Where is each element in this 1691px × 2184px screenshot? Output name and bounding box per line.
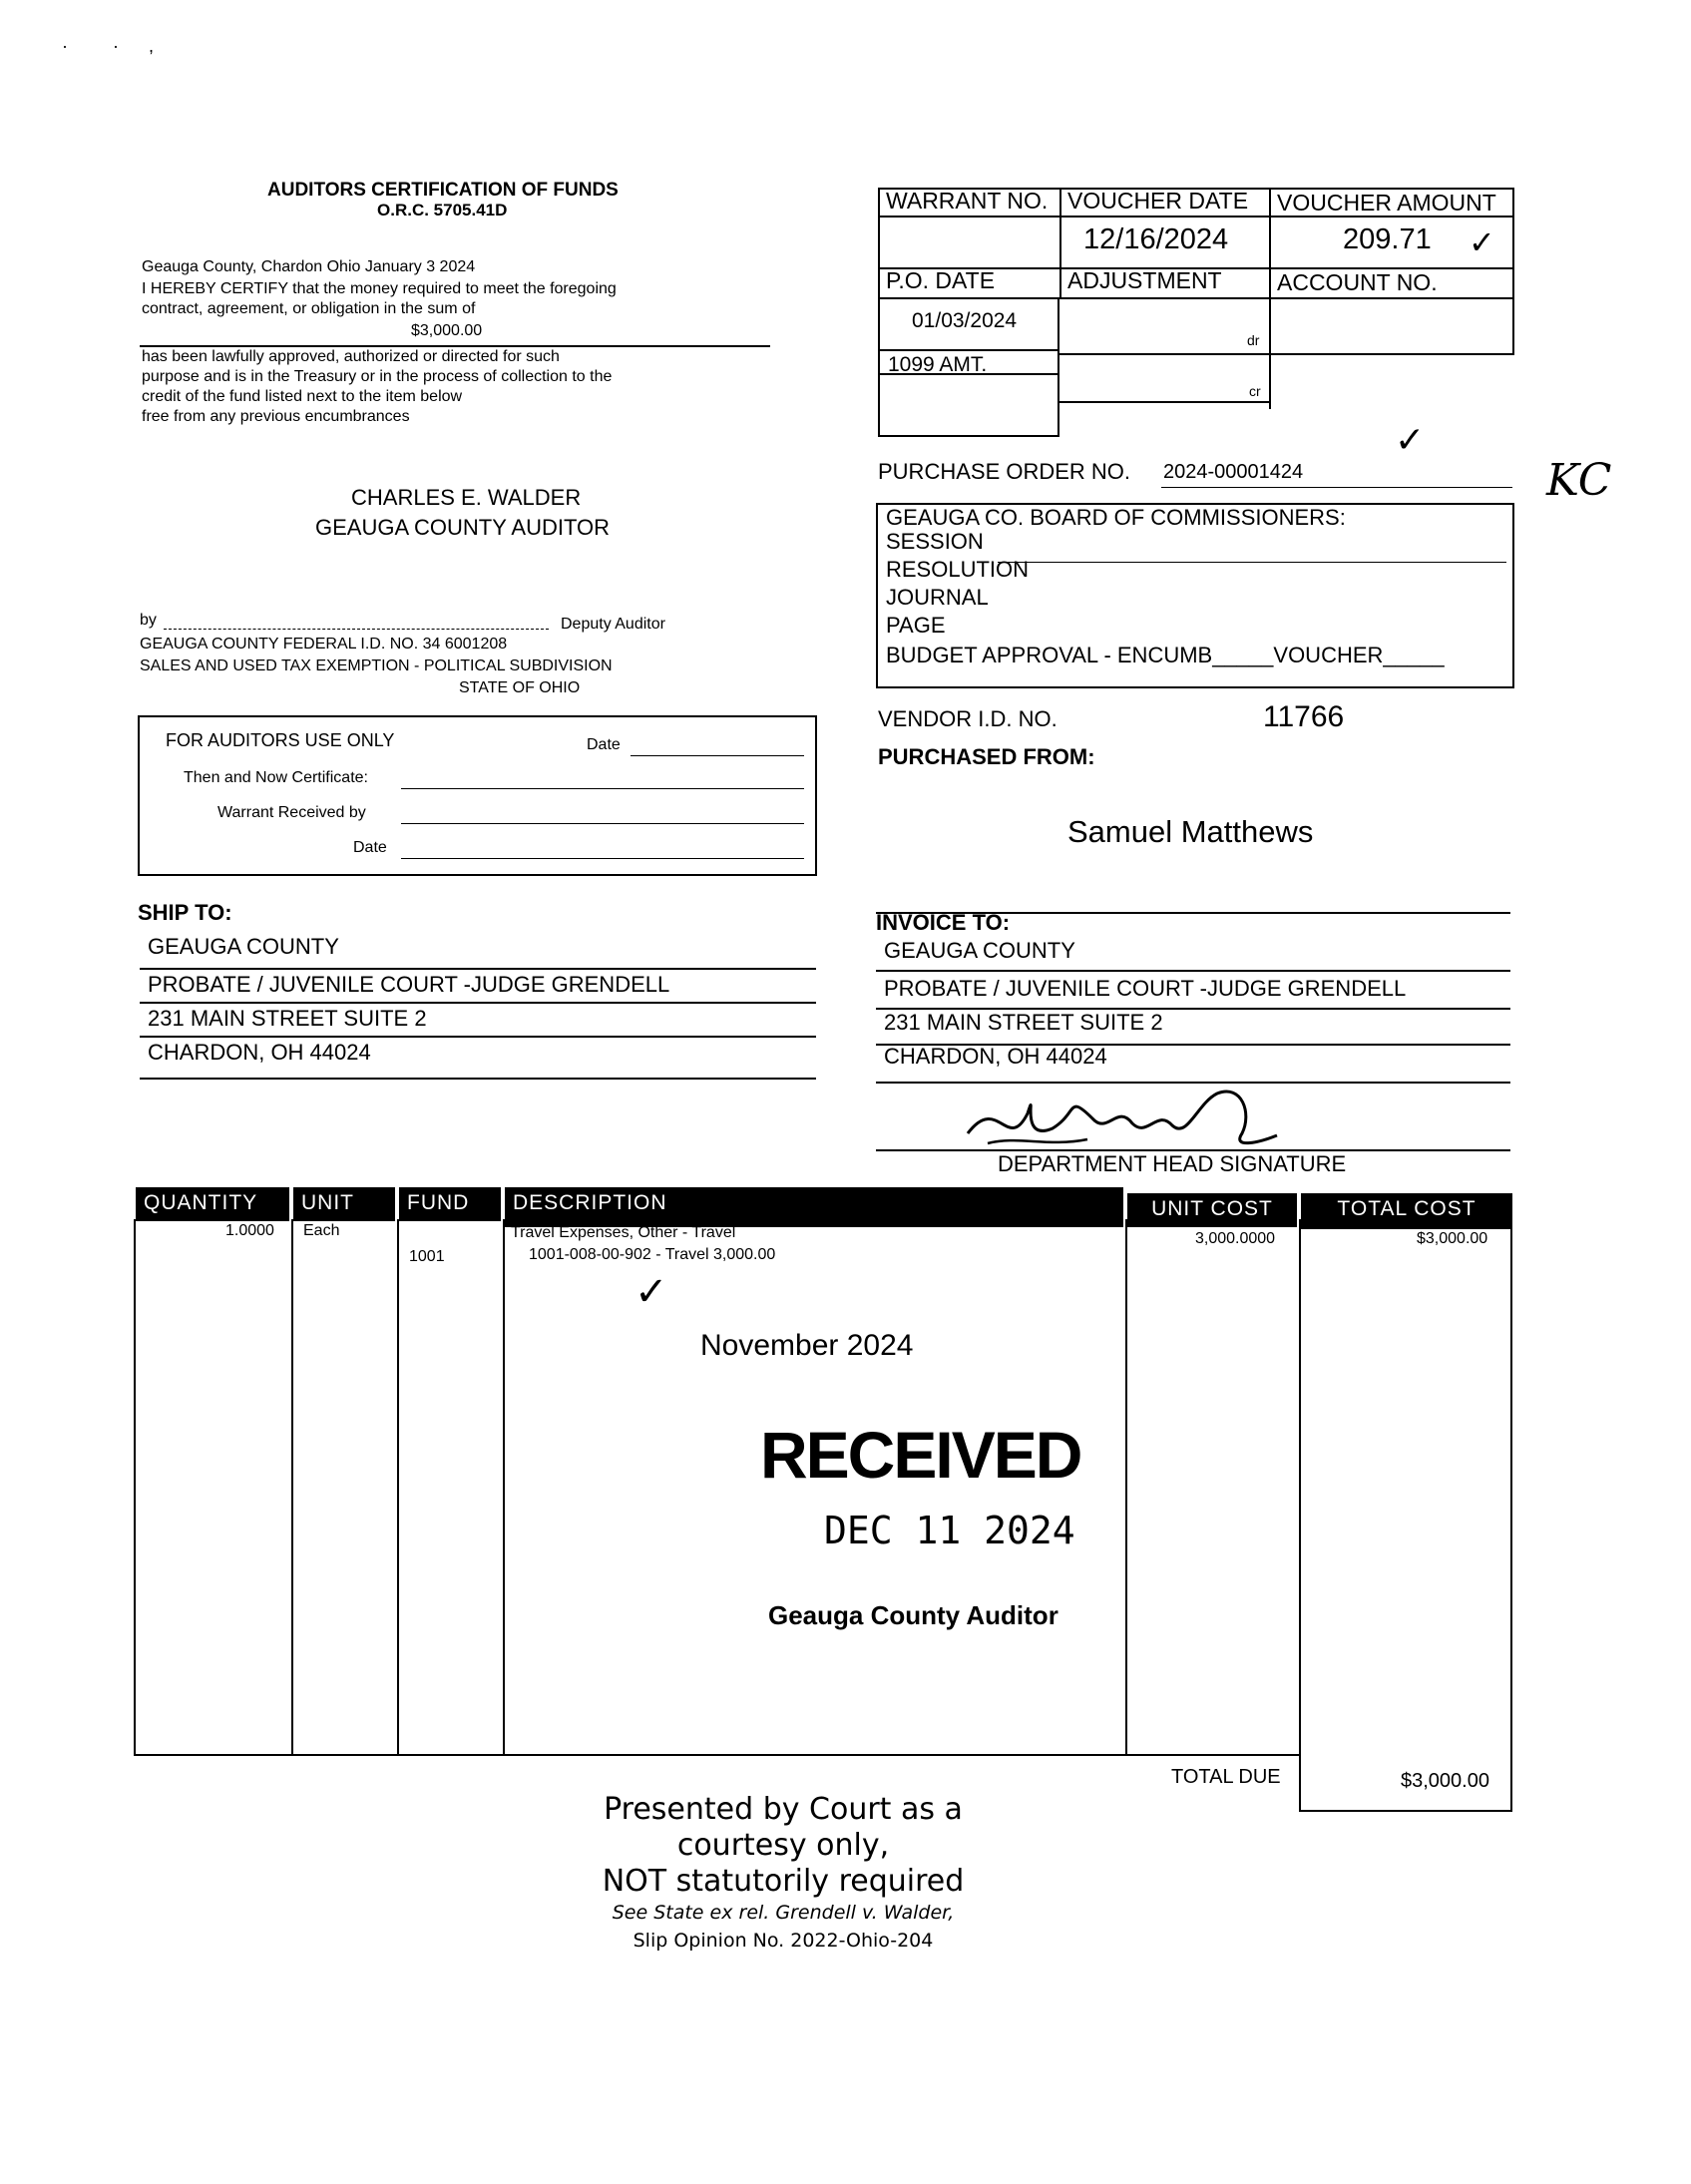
cert-title: AUDITORS CERTIFICATION OF FUNDS bbox=[267, 180, 619, 201]
ship-divider-1 bbox=[140, 968, 816, 970]
court-note-2: courtesy only, bbox=[676, 1828, 890, 1863]
ship-divider-2 bbox=[140, 1002, 816, 1004]
th-unit-cost: UNIT COST bbox=[1127, 1193, 1297, 1227]
po-number[interactable]: 2024-00001424 bbox=[1163, 461, 1304, 483]
cert-amount: $3,000.00 bbox=[411, 322, 483, 339]
court-note-1: Presented by Court as a bbox=[604, 1792, 963, 1827]
cert-body3: credit of the fund listed next to the item below bbox=[142, 388, 463, 405]
po-label: PURCHASE ORDER NO. bbox=[878, 459, 1131, 484]
po-date-label: P.O. DATE bbox=[886, 267, 996, 293]
po-check: ✓ bbox=[1395, 419, 1426, 460]
row-desc-1: Travel Expenses, Other - Travel bbox=[511, 1224, 736, 1241]
po-initials: KC bbox=[1546, 455, 1612, 506]
stamp-org: Geauga County Auditor bbox=[768, 1600, 1058, 1630]
scan-marks: · · , bbox=[62, 36, 155, 56]
cert-orc: O.R.C. 5705.41D bbox=[377, 201, 508, 219]
then-now-line[interactable] bbox=[401, 788, 804, 789]
invoice-to-line-3: 231 MAIN STREET SUITE 2 bbox=[884, 1010, 1163, 1035]
board-journal: JOURNAL bbox=[886, 585, 989, 610]
auditor-title: GEAUGA COUNTY AUDITOR bbox=[315, 515, 611, 540]
auditor-name: CHARLES E. WALDER bbox=[351, 485, 582, 510]
ship-to-label: SHIP TO: bbox=[138, 900, 232, 925]
cert-location-line: Geauga County, Chardon Ohio January 3 2024 bbox=[142, 258, 476, 275]
ship-to-line-3: 231 MAIN STREET SUITE 2 bbox=[148, 1006, 427, 1031]
board-resolution: RESOLUTION bbox=[886, 557, 1030, 582]
purchased-from-label: PURCHASED FROM: bbox=[878, 744, 1095, 769]
total-due-value: $3,000.00 bbox=[1401, 1770, 1489, 1792]
state-ohio: STATE OF OHIO bbox=[459, 679, 581, 696]
invoice-to-label: INVOICE TO: bbox=[876, 910, 1011, 935]
ship-divider-4 bbox=[140, 1078, 816, 1080]
board-title: GEAUGA CO. BOARD OF COMMISSIONERS: bbox=[886, 505, 1346, 530]
row-quantity: 1.0000 bbox=[225, 1222, 274, 1239]
board-page: PAGE bbox=[886, 613, 946, 638]
th-quantity: QUANTITY bbox=[136, 1187, 289, 1221]
cert-body4: free from any previous encumbrances bbox=[142, 408, 410, 425]
th-total-cost: TOTAL COST bbox=[1301, 1193, 1512, 1229]
stamp-date: DEC 11 2024 bbox=[824, 1509, 1075, 1552]
row-unit-cost: 3,000.0000 bbox=[1195, 1230, 1276, 1247]
court-note-5: Slip Opinion No. 2022-Ohio-204 bbox=[633, 1930, 934, 1952]
row-desc-2: 1001-008-00-902 - Travel 3,000.00 bbox=[529, 1246, 776, 1263]
voucher-amount-label: VOUCHER AMOUNT bbox=[1277, 190, 1496, 216]
voucher-amount-value[interactable]: 209.71 bbox=[1343, 223, 1432, 255]
adjustment-label: ADJUSTMENT bbox=[1067, 267, 1222, 293]
by-line bbox=[164, 629, 549, 630]
auditors-use-title: FOR AUDITORS USE ONLY bbox=[166, 730, 395, 750]
th-description: DESCRIPTION bbox=[505, 1187, 1123, 1227]
auditors-use-date-label: Date bbox=[587, 736, 621, 753]
federal-id: GEAUGA COUNTY FEDERAL I.D. NO. 34 6001208 bbox=[140, 636, 508, 653]
po-date-value[interactable]: 01/03/2024 bbox=[912, 309, 1018, 332]
invoice-to-line-1: GEAUGA COUNTY bbox=[884, 938, 1075, 963]
board-budget: BUDGET APPROVAL - ENCUMB_____VOUCHER_____ bbox=[886, 643, 1445, 667]
th-fund: FUND bbox=[399, 1187, 501, 1221]
row-fund: 1001 bbox=[409, 1248, 445, 1265]
board-session: SESSION bbox=[886, 529, 984, 554]
ship-to-line-2: PROBATE / JUVENILE COURT -JUDGE GRENDELL bbox=[148, 972, 670, 997]
by-label: by bbox=[140, 612, 157, 629]
tax-exempt: SALES AND USED TAX EXEMPTION - POLITICAL SUBDIVISION bbox=[140, 657, 613, 674]
ship-divider-3 bbox=[140, 1036, 816, 1038]
warrant-received-label: Warrant Received by bbox=[217, 804, 366, 821]
po-line bbox=[1161, 487, 1512, 488]
warrant-no-label: WARRANT NO. bbox=[886, 188, 1049, 214]
court-note-4: See State ex rel. Grendell v. Walder, bbox=[612, 1902, 955, 1924]
invoice-to-line-4: CHARDON, OH 44024 bbox=[884, 1044, 1107, 1069]
cert-body1: has been lawfully approved, authorized or directed for such bbox=[142, 348, 560, 365]
cert-certify-line1: I HEREBY CERTIFY that the money required to meet the foregoing bbox=[142, 280, 617, 297]
amt1099-label: 1099 AMT. bbox=[888, 353, 988, 376]
court-note-3: NOT statutorily required bbox=[602, 1864, 965, 1899]
auditors-use-date2-label: Date bbox=[353, 839, 387, 856]
then-now-label: Then and Now Certificate: bbox=[184, 769, 368, 786]
invoice-to-line-2: PROBATE / JUVENILE COURT -JUDGE GRENDELL bbox=[884, 976, 1407, 1001]
auditors-use-date2-line[interactable] bbox=[401, 858, 804, 859]
ship-to-line-4: CHARDON, OH 44024 bbox=[148, 1040, 371, 1065]
cr-label: cr bbox=[1249, 383, 1261, 399]
total-due-label: TOTAL DUE bbox=[1171, 1766, 1281, 1788]
ship-to-line-1: GEAUGA COUNTY bbox=[148, 934, 339, 959]
voucher-date-label: VOUCHER DATE bbox=[1067, 188, 1249, 214]
stamp-received: RECEIVED bbox=[760, 1418, 1081, 1492]
vendor-id-label: VENDOR I.D. NO. bbox=[878, 706, 1057, 731]
voucher-date-value[interactable]: 12/16/2024 bbox=[1083, 223, 1229, 255]
cert-body2: purpose and is in the Treasury or in the process of collection to the bbox=[142, 368, 613, 385]
row-total-cost: $3,000.00 bbox=[1417, 1230, 1488, 1247]
account-no-label: ACCOUNT NO. bbox=[1277, 269, 1438, 295]
dr-label: dr bbox=[1247, 332, 1260, 348]
cert-certify-line2: contract, agreement, or obligation in the sum of bbox=[142, 300, 476, 317]
board-session-line bbox=[998, 562, 1506, 563]
month-note: November 2024 bbox=[700, 1329, 914, 1362]
signature-label: DEPARTMENT HEAD SIGNATURE bbox=[998, 1151, 1347, 1176]
row-check: ✓ bbox=[634, 1270, 668, 1314]
warrant-received-line[interactable] bbox=[401, 823, 804, 824]
deputy-label: Deputy Auditor bbox=[561, 616, 665, 633]
vendor-name[interactable]: Samuel Matthews bbox=[1067, 814, 1314, 849]
th-unit: UNIT bbox=[293, 1187, 395, 1221]
invoice-divider-1 bbox=[876, 970, 1510, 972]
voucher-amount-check: ✓ bbox=[1469, 224, 1495, 260]
row-unit: Each bbox=[303, 1222, 340, 1239]
auditors-use-date-line[interactable] bbox=[631, 755, 804, 756]
vendor-id[interactable]: 11766 bbox=[1263, 700, 1345, 733]
